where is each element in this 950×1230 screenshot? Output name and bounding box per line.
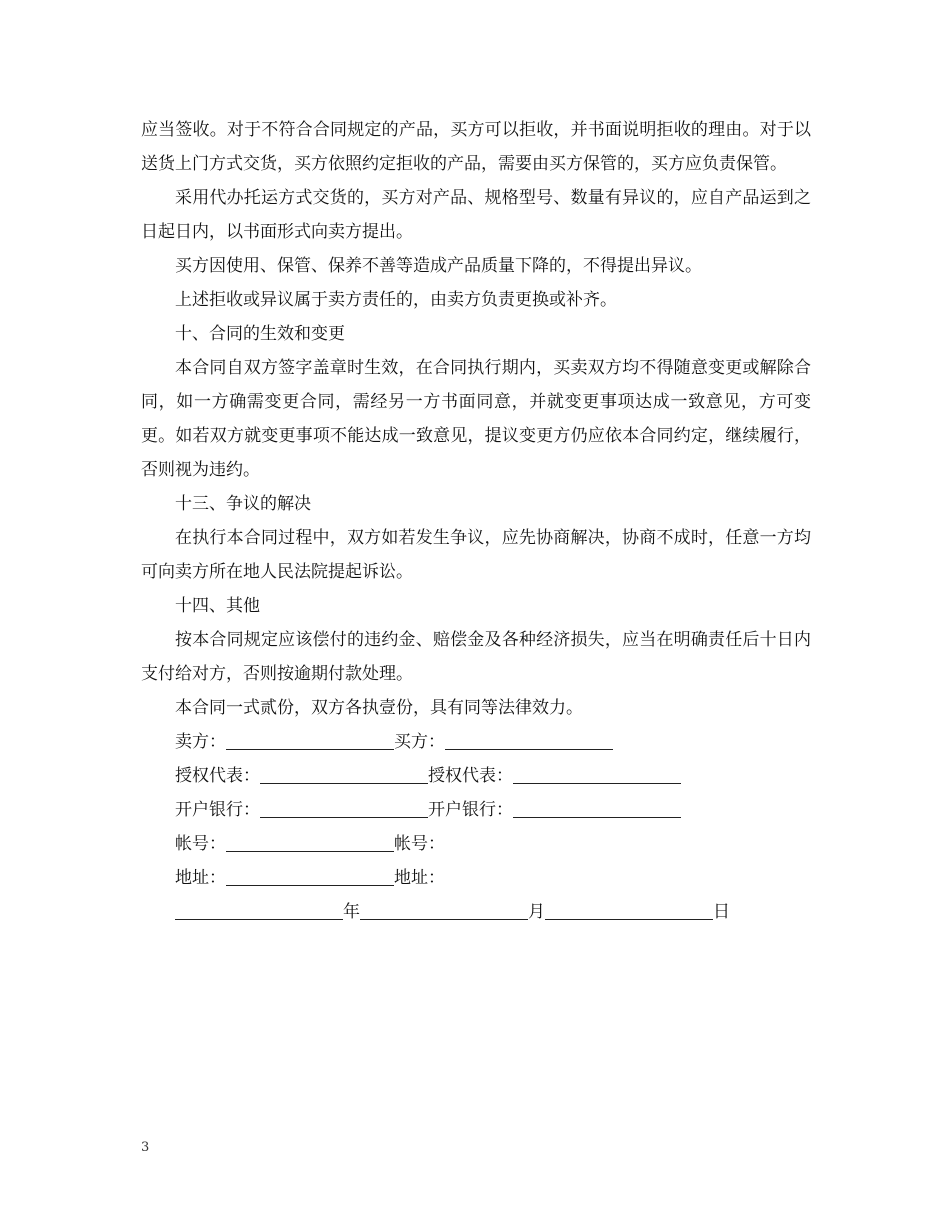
date-blank-line [175,899,343,920]
contract-paragraph: 按本合同规定应该偿付的违约金、赔偿金及各种经济损失，应当在明确责任后十日内支付给对方，否则按逾期付款处理。 [141,630,811,684]
signature-left-label: 帐号： [175,834,226,854]
date-day-label: 日 [713,902,730,922]
signature-blank-line [260,797,428,818]
contract-paragraph: 十三、争议的解决 [175,494,311,514]
contract-paragraph: 采用代办托运方式交货的，买方对产品、规格型号、数量有异议的，应自产品运到之日起日内，以书面形式向卖方提出。 [141,188,811,242]
signature-blank-line [226,831,394,852]
signature-row [141,827,811,861]
signature-blank-line [513,763,681,784]
signature-left-label: 卖方： [175,732,226,752]
signature-right-label: 授权代表： [428,766,513,786]
date-row [141,895,811,929]
contract-paragraph: 十四、其他 [175,596,260,616]
signature-blank-line [226,729,394,750]
signature-blank-line [513,797,681,818]
page-number: 3 [141,1140,150,1155]
signature-left-label: 地址： [175,868,226,888]
date-month-label: 月 [528,902,545,922]
signature-row [141,861,811,895]
contract-paragraph: 买方因使用、保管、保养不善等造成产品质量下降的，不得提出异议。 [175,256,702,276]
contract-paragraph: 本合同自双方签字盖章时生效，在合同执行期内，买卖双方均不得随意变更或解除合同，如一方确需变更合同，需经另一方书面同意，并就变更事项达成一致意见，方可变更。如若双方就变更事项不能达成一致意见，提议变更方仍应依本合同约定，继续履行，否则视为违约。 [141,358,811,480]
signature-row [141,793,811,827]
date-blank-line [360,899,528,920]
signature-right-label: 帐号： [394,834,445,854]
signature-right-label: 买方： [394,732,445,752]
contract-paragraph: 十、合同的生效和变更 [175,324,345,344]
contract-body [141,113,811,929]
signature-row [141,725,811,759]
signature-left-label: 授权代表： [175,766,260,786]
signature-blank-line [226,865,394,886]
signature-right-label: 开户银行： [428,800,513,820]
date-year-label: 年 [343,902,360,922]
signature-right-label: 地址： [394,868,445,888]
contract-paragraph: 应当签收。对于不符合合同规定的产品，买方可以拒收，并书面说明拒收的理由。对于以送货上门方式交货，买方依照约定拒收的产品，需要由买方保管的，买方应负责保管。 [141,120,811,174]
contract-paragraph: 本合同一式贰份，双方各执壹份，具有同等法律效力。 [175,698,583,718]
signature-row [141,759,811,793]
signature-blank-line [260,763,428,784]
contract-paragraph: 在执行本合同过程中，双方如若发生争议，应先协商解决，协商不成时，任意一方均可向卖方所在地人民法院提起诉讼。 [141,528,811,582]
date-blank-line [545,899,713,920]
contract-paragraph: 上述拒收或异议属于卖方责任的，由卖方负责更换或补齐。 [175,290,617,310]
signature-left-label: 开户银行： [175,800,260,820]
signature-blank-line [445,729,613,750]
